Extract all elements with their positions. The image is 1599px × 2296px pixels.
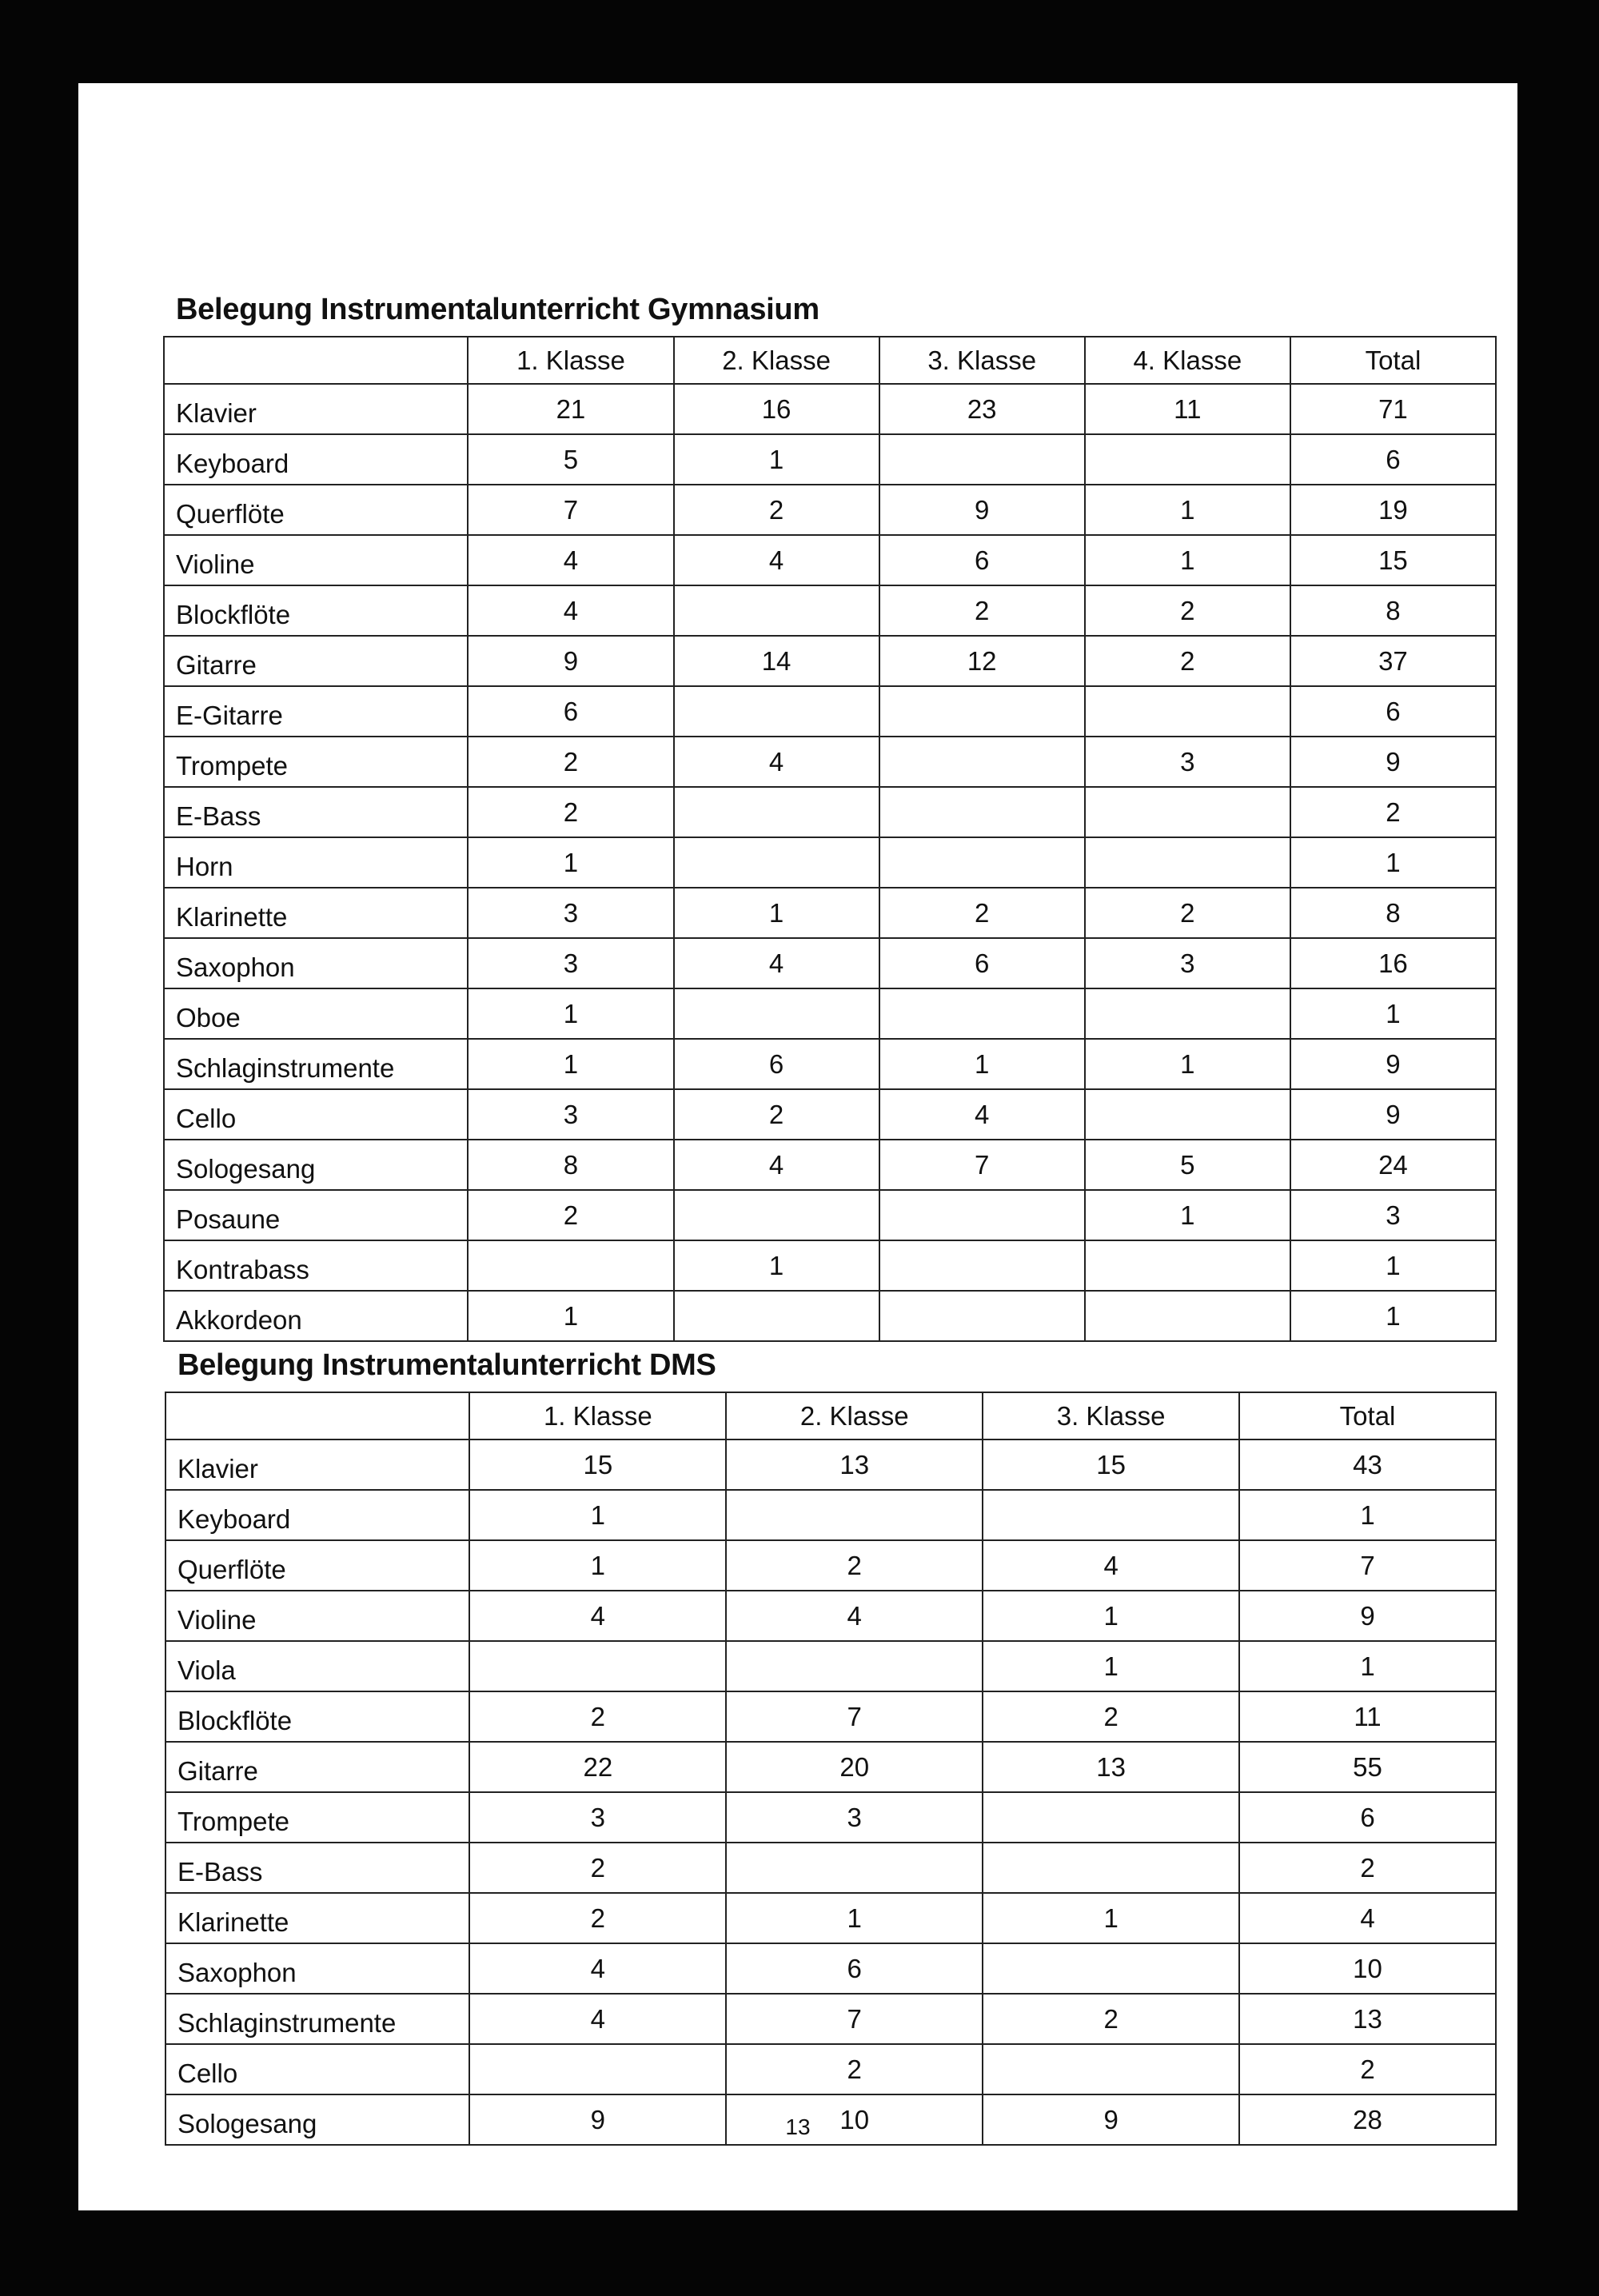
total-cell: 8 [1290,585,1496,636]
count-cell [674,1291,879,1341]
count-cell: 13 [726,1439,983,1490]
count-cell: 3 [468,888,673,938]
table-row [164,384,1496,434]
instrument-label: Saxophon [164,938,468,988]
count-cell [726,1490,983,1540]
table-row [165,1843,1496,1893]
count-cell: 3 [468,938,673,988]
count-cell [674,988,879,1039]
count-cell: 1 [726,1893,983,1943]
table-row [164,535,1496,585]
count-cell [674,1190,879,1240]
table-row [165,1691,1496,1742]
count-cell: 2 [726,1540,983,1591]
count-cell: 2 [983,1994,1239,2044]
instrument-label: Akkordeon [164,1291,468,1341]
count-cell: 21 [468,384,673,434]
count-cell: 15 [469,1439,726,1490]
count-cell [1085,1240,1290,1291]
count-cell: 4 [468,585,673,636]
table-row [164,686,1496,737]
table-row [164,988,1496,1039]
gymnasium-enrollment-table [163,336,1497,1342]
count-cell [879,787,1085,837]
table-header-row [164,337,1496,384]
total-cell: 71 [1290,384,1496,434]
total-cell: 9 [1290,1039,1496,1089]
column-header: 3. Klasse [879,337,1085,384]
instrument-label: Gitarre [165,1742,469,1792]
table-row [164,1089,1496,1140]
count-cell [726,1843,983,1893]
count-cell [879,434,1085,485]
total-cell: 28 [1239,2094,1496,2145]
dms-table-title: Belegung Instrumentalunterricht DMS [177,1348,716,1382]
total-cell: 1 [1239,1490,1496,1540]
count-cell [674,585,879,636]
table-row [165,1641,1496,1691]
table-row [164,585,1496,636]
table-row [165,1742,1496,1792]
count-cell: 4 [983,1540,1239,1591]
total-cell: 1 [1290,1240,1496,1291]
count-cell: 1 [1085,1190,1290,1240]
column-header: 4. Klasse [1085,337,1290,384]
total-cell: 1 [1290,1291,1496,1341]
count-cell: 2 [726,2044,983,2094]
count-cell: 4 [469,1591,726,1641]
count-cell: 3 [468,1089,673,1140]
count-cell: 8 [468,1140,673,1190]
count-cell: 4 [674,535,879,585]
count-cell: 2 [1085,585,1290,636]
count-cell: 7 [726,1691,983,1742]
count-cell [983,1843,1239,1893]
count-cell: 4 [726,1591,983,1641]
total-cell: 2 [1239,1843,1496,1893]
table-row [164,485,1496,535]
header-corner-cell [165,1392,469,1439]
total-cell: 15 [1290,535,1496,585]
table-row [165,1591,1496,1641]
table-row [165,1943,1496,1994]
count-cell: 2 [879,585,1085,636]
header-corner-cell [164,337,468,384]
table-row [164,737,1496,787]
count-cell: 1 [469,1490,726,1540]
instrument-label: Klavier [165,1439,469,1490]
total-cell: 6 [1290,434,1496,485]
total-cell: 9 [1239,1591,1496,1641]
instrument-label: Violine [165,1591,469,1641]
count-cell: 9 [879,485,1085,535]
count-cell: 16 [674,384,879,434]
count-cell: 22 [469,1742,726,1792]
column-header: Total [1290,337,1496,384]
count-cell: 10 [726,2094,983,2145]
table-row [165,1994,1496,2044]
count-cell: 3 [726,1792,983,1843]
table-row [164,1039,1496,1089]
count-cell [726,1641,983,1691]
count-cell: 1 [468,1039,673,1089]
count-cell: 5 [468,434,673,485]
instrument-label: Querflöte [164,485,468,535]
table-row [164,938,1496,988]
total-cell: 7 [1239,1540,1496,1591]
count-cell: 9 [983,2094,1239,2145]
count-cell: 1 [1085,485,1290,535]
count-cell [469,2044,726,2094]
table-row [164,1190,1496,1240]
count-cell: 15 [983,1439,1239,1490]
count-cell: 5 [1085,1140,1290,1190]
count-cell: 4 [674,938,879,988]
count-cell: 7 [468,485,673,535]
total-cell: 8 [1290,888,1496,938]
count-cell: 4 [674,1140,879,1190]
instrument-label: Trompete [164,737,468,787]
instrument-label: Klarinette [164,888,468,938]
total-cell: 2 [1290,787,1496,837]
table-row [164,888,1496,938]
table-header-row [165,1392,1496,1439]
instrument-label: E-Bass [164,787,468,837]
table-row [164,636,1496,686]
instrument-label: Cello [165,2044,469,2094]
count-cell: 2 [983,1691,1239,1742]
instrument-label: Klavier [164,384,468,434]
instrument-label: Oboe [164,988,468,1039]
instrument-label: Kontrabass [164,1240,468,1291]
count-cell: 2 [468,737,673,787]
count-cell [983,1943,1239,1994]
table-row [165,1490,1496,1540]
total-cell: 1 [1290,988,1496,1039]
count-cell: 6 [674,1039,879,1089]
table-row [165,1540,1496,1591]
total-cell: 9 [1290,737,1496,787]
total-cell: 6 [1290,686,1496,737]
table-row [165,1439,1496,1490]
count-cell: 2 [879,888,1085,938]
count-cell: 7 [726,1994,983,2044]
instrument-label: Keyboard [165,1490,469,1540]
total-cell: 4 [1239,1893,1496,1943]
count-cell: 1 [468,1291,673,1341]
total-cell: 13 [1239,1994,1496,2044]
count-cell: 4 [879,1089,1085,1140]
count-cell: 20 [726,1742,983,1792]
count-cell: 2 [468,787,673,837]
count-cell [1085,434,1290,485]
column-header: 2. Klasse [674,337,879,384]
table-row [165,2044,1496,2094]
count-cell [674,787,879,837]
column-header: 2. Klasse [726,1392,983,1439]
count-cell [1085,1089,1290,1140]
instrument-label: Blockflöte [165,1691,469,1742]
table-row [164,1140,1496,1190]
total-cell: 1 [1290,837,1496,888]
count-cell [1085,787,1290,837]
table-row [164,787,1496,837]
instrument-label: Sologesang [165,2094,469,2145]
count-cell [469,1641,726,1691]
total-cell: 43 [1239,1439,1496,1490]
instrument-label: Schlaginstrumente [165,1994,469,2044]
count-cell: 4 [469,1994,726,2044]
instrument-label: E-Bass [165,1843,469,1893]
total-cell: 6 [1239,1792,1496,1843]
column-header: 1. Klasse [469,1392,726,1439]
count-cell [674,837,879,888]
instrument-label: Saxophon [165,1943,469,1994]
instrument-label: Horn [164,837,468,888]
count-cell [468,1240,673,1291]
count-cell [879,837,1085,888]
column-header: 3. Klasse [983,1392,1239,1439]
count-cell [879,737,1085,787]
count-cell: 6 [879,535,1085,585]
count-cell: 4 [674,737,879,787]
instrument-label: Keyboard [164,434,468,485]
instrument-label: Klarinette [165,1893,469,1943]
count-cell [983,2044,1239,2094]
count-cell: 1 [469,1540,726,1591]
count-cell: 6 [726,1943,983,1994]
count-cell: 1 [1085,1039,1290,1089]
instrument-label: Trompete [165,1792,469,1843]
count-cell [879,988,1085,1039]
count-cell: 6 [468,686,673,737]
count-cell: 13 [983,1742,1239,1792]
count-cell: 2 [469,1691,726,1742]
count-cell: 3 [469,1792,726,1843]
column-header: Total [1239,1392,1496,1439]
count-cell: 3 [1085,938,1290,988]
instrument-label: Viola [165,1641,469,1691]
count-cell: 1 [983,1893,1239,1943]
count-cell: 2 [674,1089,879,1140]
count-cell [879,1291,1085,1341]
count-cell: 2 [469,1893,726,1943]
table-row [165,1792,1496,1843]
count-cell: 4 [468,535,673,585]
count-cell: 2 [674,485,879,535]
count-cell: 9 [468,636,673,686]
instrument-label: Gitarre [164,636,468,686]
count-cell [879,686,1085,737]
total-cell: 19 [1290,485,1496,535]
count-cell [1085,837,1290,888]
instrument-label: Posaune [164,1190,468,1240]
count-cell: 1 [1085,535,1290,585]
total-cell: 1 [1239,1641,1496,1691]
count-cell: 6 [879,938,1085,988]
count-cell: 11 [1085,384,1290,434]
count-cell [983,1792,1239,1843]
gymnasium-table-title: Belegung Instrumentalunterricht Gymnasium [176,293,819,326]
count-cell: 1 [983,1641,1239,1691]
count-cell: 23 [879,384,1085,434]
count-cell [879,1240,1085,1291]
table-row [164,434,1496,485]
instrument-label: Violine [164,535,468,585]
count-cell: 1 [879,1039,1085,1089]
instrument-label: Querflöte [165,1540,469,1591]
count-cell: 1 [674,888,879,938]
count-cell: 1 [983,1591,1239,1641]
dms-enrollment-table [165,1392,1497,2146]
count-cell: 2 [1085,636,1290,686]
instrument-label: E-Gitarre [164,686,468,737]
instrument-label: Sologesang [164,1140,468,1190]
total-cell: 10 [1239,1943,1496,1994]
count-cell [879,1190,1085,1240]
table-row [164,837,1496,888]
column-header: 1. Klasse [468,337,673,384]
count-cell: 9 [469,2094,726,2145]
count-cell: 14 [674,636,879,686]
total-cell: 37 [1290,636,1496,686]
total-cell: 2 [1239,2044,1496,2094]
table-row [165,1893,1496,1943]
total-cell: 55 [1239,1742,1496,1792]
page-number: 13 [785,2114,811,2139]
total-cell: 3 [1290,1190,1496,1240]
total-cell: 11 [1239,1691,1496,1742]
table-row [164,1291,1496,1341]
total-cell: 24 [1290,1140,1496,1190]
count-cell: 12 [879,636,1085,686]
instrument-label: Blockflöte [164,585,468,636]
count-cell: 1 [468,988,673,1039]
count-cell: 1 [468,837,673,888]
count-cell [1085,686,1290,737]
total-cell: 9 [1290,1089,1496,1140]
count-cell [983,1490,1239,1540]
count-cell: 4 [469,1943,726,1994]
count-cell [1085,988,1290,1039]
count-cell: 1 [674,1240,879,1291]
count-cell [674,686,879,737]
count-cell: 2 [469,1843,726,1893]
total-cell: 16 [1290,938,1496,988]
table-row [164,1240,1496,1291]
count-cell: 2 [468,1190,673,1240]
instrument-label: Cello [164,1089,468,1140]
count-cell: 2 [1085,888,1290,938]
count-cell: 1 [674,434,879,485]
count-cell: 7 [879,1140,1085,1190]
document-page [78,83,1517,2210]
count-cell [1085,1291,1290,1341]
instrument-label: Schlaginstrumente [164,1039,468,1089]
count-cell: 3 [1085,737,1290,787]
